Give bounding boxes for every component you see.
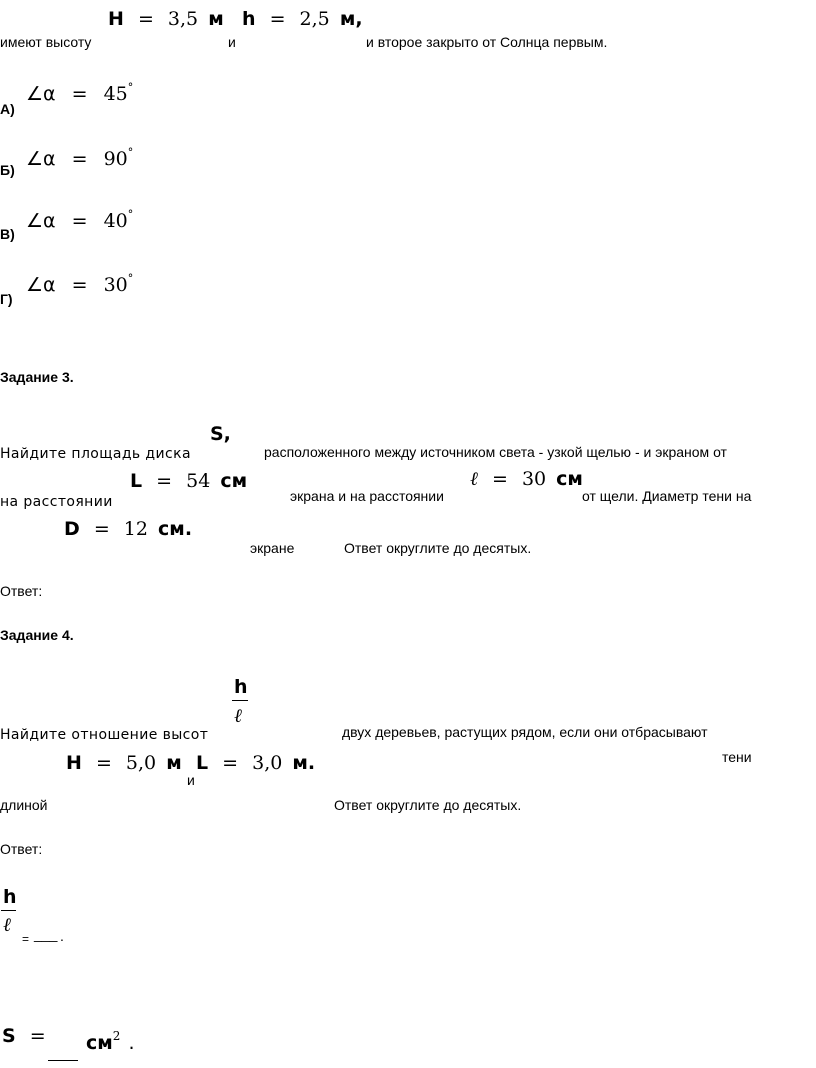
- formula-H-height: H = 3,5 м: [108, 8, 224, 30]
- option-a-label: А): [0, 101, 15, 117]
- task3-text-3: на расстоянии: [0, 494, 113, 510]
- task4-and: и: [187, 772, 195, 788]
- task4-text-2: двух деревьев, растущих рядом, если они отбрасывают: [342, 724, 708, 740]
- option-b-label: Б): [0, 162, 15, 178]
- var-h: h: [242, 8, 256, 30]
- task3-text-6: экране: [250, 540, 295, 556]
- var-H: H: [108, 8, 124, 30]
- task4-formula-H: H = 5,0 м: [66, 752, 182, 774]
- ratio-eq: =: [22, 932, 30, 946]
- task3-text-1: Найдите площадь диска: [0, 446, 191, 462]
- task4-text-5: Ответ округлите до десятых.: [334, 797, 522, 813]
- ratio-blank[interactable]: ___: [34, 926, 58, 942]
- task3-answer-label: Ответ:: [0, 583, 43, 599]
- task4-frac-line: [232, 700, 248, 701]
- formula-h-height: h = 2,5 м,: [242, 8, 363, 30]
- task3-text-7: Ответ округлите до десятых.: [344, 540, 532, 556]
- task4-text-1: Найдите отношение высот: [0, 727, 209, 743]
- task3-text-2: расположенного между источником света - узкой щелью - и экраном от: [264, 444, 727, 460]
- area-answer-blank[interactable]: [48, 1060, 78, 1061]
- task3-formula-D: D = 12 см.: [64, 518, 193, 540]
- option-c-formula: ∠α = 40°: [26, 208, 134, 232]
- intro-text-3: и второе закрыто от Солнца первым.: [366, 34, 608, 50]
- task3-title: Задание 3.: [0, 369, 74, 385]
- option-d-formula: ∠α = 30°: [26, 272, 134, 296]
- intro-text-1: имеют высоту: [0, 34, 92, 50]
- option-c-label: В): [0, 226, 15, 242]
- ratio-dot: .: [60, 928, 64, 944]
- area-formula: S =: [2, 1025, 46, 1047]
- task4-text-3: тени: [722, 749, 752, 765]
- option-d-label: Г): [0, 291, 13, 307]
- task4-title: Задание 4.: [0, 627, 74, 643]
- task4-frac-den: ℓ: [234, 705, 242, 727]
- task3-text-4: экрана и на расстоянии: [290, 488, 444, 504]
- option-a-formula: ∠α = 45°: [26, 81, 134, 105]
- intro-text-2: и: [228, 34, 236, 50]
- task4-text-4: длиной: [0, 797, 48, 813]
- option-b-formula: ∠α = 90°: [26, 146, 134, 170]
- task3-formula-L: L = 54 см: [130, 470, 248, 492]
- area-unit: $см^2$ .: [86, 1029, 135, 1054]
- task3-formula-l: ℓ = 30 см: [470, 468, 583, 490]
- task4-frac-num: h: [234, 676, 248, 698]
- task4-answer-label: Ответ:: [0, 841, 43, 857]
- ratio-num: h: [3, 886, 17, 908]
- ratio-den: ℓ: [3, 914, 11, 936]
- task3-S: S,: [210, 423, 231, 445]
- ratio-frac-line: [1, 910, 16, 911]
- task3-text-5: от щели. Диаметр тени на: [582, 488, 752, 504]
- task4-formula-L: L = 3,0 м.: [196, 752, 316, 774]
